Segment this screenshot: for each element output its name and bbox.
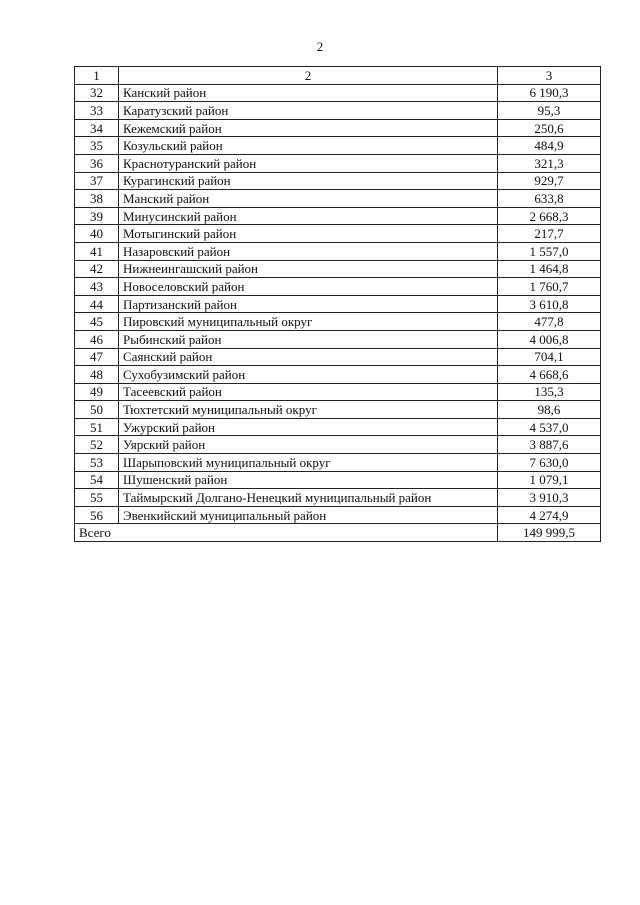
row-number: 36: [75, 154, 119, 172]
row-number: 41: [75, 242, 119, 260]
row-district-name: Канский район: [119, 84, 498, 102]
row-amount: 4 274,9: [498, 506, 601, 524]
row-number: 40: [75, 225, 119, 243]
column-header-number: 1: [75, 67, 119, 85]
row-amount: 98,6: [498, 401, 601, 419]
row-amount: 477,8: [498, 313, 601, 331]
row-district-name: Ужурский район: [119, 418, 498, 436]
row-number: 34: [75, 119, 119, 137]
row-district-name: Тасеевский район: [119, 383, 498, 401]
table-row: [75, 418, 601, 436]
row-amount: 4 537,0: [498, 418, 601, 436]
table-row: [75, 489, 601, 507]
row-amount: 2 668,3: [498, 207, 601, 225]
row-amount: 217,7: [498, 225, 601, 243]
row-amount: 1 557,0: [498, 242, 601, 260]
row-district-name: Эвенкийский муниципальный район: [119, 506, 498, 524]
row-number: 48: [75, 366, 119, 384]
table-row: [75, 154, 601, 172]
table-body: [75, 84, 601, 524]
allocation-table: [74, 66, 601, 542]
row-number: 49: [75, 383, 119, 401]
row-district-name: Мотыгинский район: [119, 225, 498, 243]
row-amount: 1 464,8: [498, 260, 601, 278]
row-number: 43: [75, 278, 119, 296]
row-amount: 135,3: [498, 383, 601, 401]
row-amount: 4 006,8: [498, 330, 601, 348]
row-amount: 1 079,1: [498, 471, 601, 489]
row-number: 46: [75, 330, 119, 348]
row-amount: 3 887,6: [498, 436, 601, 454]
table-header-row: [75, 67, 601, 85]
row-amount: 321,3: [498, 154, 601, 172]
row-number: 35: [75, 137, 119, 155]
row-amount: 704,1: [498, 348, 601, 366]
row-amount: 3 610,8: [498, 295, 601, 313]
row-district-name: Козульский район: [119, 137, 498, 155]
row-district-name: Минусинский район: [119, 207, 498, 225]
row-district-name: Новоселовский район: [119, 278, 498, 296]
row-district-name: Сухобузимский район: [119, 366, 498, 384]
row-amount: 929,7: [498, 172, 601, 190]
row-district-name: Кежемский район: [119, 119, 498, 137]
row-district-name: Шушенский район: [119, 471, 498, 489]
row-amount: 3 910,3: [498, 489, 601, 507]
table-row: [75, 84, 601, 102]
page-number: 2: [316, 39, 324, 54]
table-row: [75, 119, 601, 137]
row-amount: 250,6: [498, 119, 601, 137]
table-row: [75, 313, 601, 331]
table-row: [75, 366, 601, 384]
row-number: 55: [75, 489, 119, 507]
table-row: [75, 401, 601, 419]
table-row: [75, 471, 601, 489]
row-district-name: Таймырский Долгано-Ненецкий муниципальный район: [119, 489, 498, 507]
row-number: 51: [75, 418, 119, 436]
table-row: [75, 348, 601, 366]
row-number: 54: [75, 471, 119, 489]
row-amount: 4 668,6: [498, 366, 601, 384]
row-district-name: Манский район: [119, 190, 498, 208]
row-number: 44: [75, 295, 119, 313]
row-number: 56: [75, 506, 119, 524]
row-number: 32: [75, 84, 119, 102]
table-row: [75, 506, 601, 524]
row-number: 42: [75, 260, 119, 278]
table-row: [75, 242, 601, 260]
table-row: [75, 137, 601, 155]
table-total-row: [75, 524, 601, 542]
table-row: [75, 207, 601, 225]
row-district-name: Каратузский район: [119, 102, 498, 120]
row-number: 50: [75, 401, 119, 419]
row-district-name: Назаровский район: [119, 242, 498, 260]
row-number: 53: [75, 454, 119, 472]
column-header-name: 2: [119, 67, 498, 85]
total-label: Всего: [75, 524, 498, 542]
row-district-name: Уярский район: [119, 436, 498, 454]
row-district-name: Шарыповский муниципальный округ: [119, 454, 498, 472]
table-row: [75, 172, 601, 190]
row-number: 33: [75, 102, 119, 120]
row-district-name: Нижнеингашский район: [119, 260, 498, 278]
row-district-name: Тюхтетский муниципальный округ: [119, 401, 498, 419]
table-row: [75, 190, 601, 208]
row-district-name: Рыбинский район: [119, 330, 498, 348]
row-amount: 6 190,3: [498, 84, 601, 102]
table-row: [75, 436, 601, 454]
column-header-value: 3: [498, 67, 601, 85]
row-number: 39: [75, 207, 119, 225]
table-row: [75, 330, 601, 348]
table-row: [75, 225, 601, 243]
row-amount: 484,9: [498, 137, 601, 155]
row-amount: 1 760,7: [498, 278, 601, 296]
table-row: [75, 102, 601, 120]
row-district-name: Партизанский район: [119, 295, 498, 313]
row-district-name: Курагинский район: [119, 172, 498, 190]
table-row: [75, 260, 601, 278]
row-amount: 95,3: [498, 102, 601, 120]
table-row: [75, 278, 601, 296]
row-number: 37: [75, 172, 119, 190]
row-number: 52: [75, 436, 119, 454]
row-district-name: Краснотуранский район: [119, 154, 498, 172]
table-row: [75, 454, 601, 472]
total-value: 149 999,5: [498, 524, 601, 542]
row-amount: 7 630,0: [498, 454, 601, 472]
row-number: 38: [75, 190, 119, 208]
row-district-name: Саянский район: [119, 348, 498, 366]
table-row: [75, 383, 601, 401]
row-number: 47: [75, 348, 119, 366]
row-district-name: Пировский муниципальный округ: [119, 313, 498, 331]
row-amount: 633,8: [498, 190, 601, 208]
table-row: [75, 295, 601, 313]
row-number: 45: [75, 313, 119, 331]
